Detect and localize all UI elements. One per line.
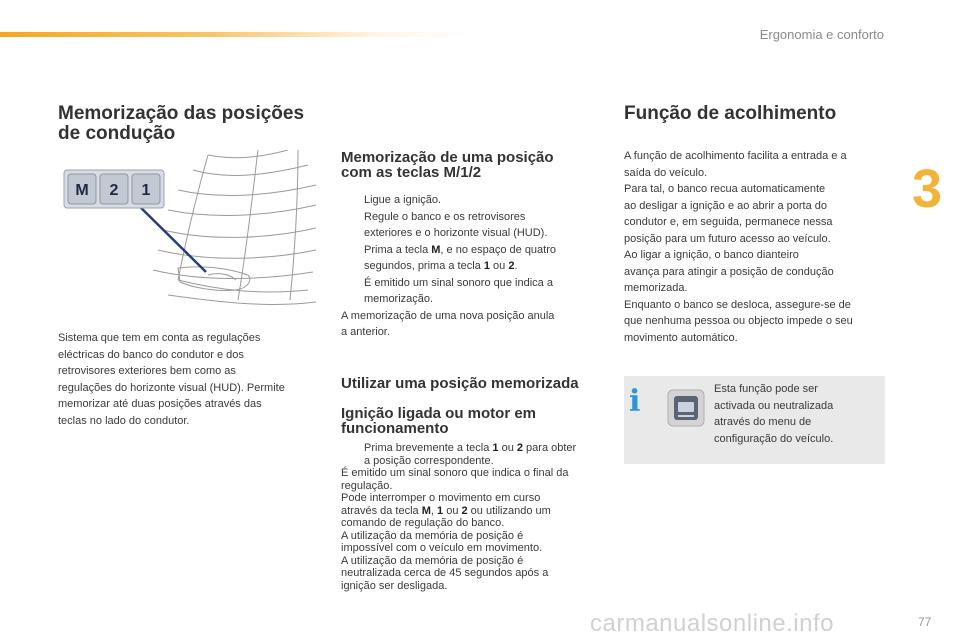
left-description-line: regulações do horizonte visual (HUD). Permite [58, 381, 285, 394]
use-text [341, 442, 611, 592]
use-paragraph-line: A utilização da memória de posição é [341, 529, 524, 542]
memorize-heading [341, 150, 554, 180]
welcome-line: Ao ligar a ignição, o banco dianteiro [624, 249, 799, 261]
memory-button-m: M [75, 182, 89, 199]
info-line: através do menu de [714, 416, 812, 428]
memorize-note: a anterior. [341, 326, 390, 338]
welcome-title-text: Função de acolhimento [624, 103, 837, 124]
section-label: Ergonomia e conforto [759, 27, 884, 42]
welcome-line: avança para atingir a posição de condução [624, 265, 834, 278]
memory-button-1: 1 [141, 182, 151, 199]
welcome-line: movimento automático. [624, 331, 738, 344]
watermark: carmanualsonline.info [590, 610, 834, 637]
left-description-line: Sistema que tem em conta as regulações [58, 332, 261, 344]
info-line: activada ou neutralizada [714, 399, 834, 412]
step-note: É emitido um sinal sonoro que indica a [364, 276, 553, 289]
use-heading-title: Utilizar uma posição memorizada [341, 375, 579, 392]
welcome-line: memorizada. [624, 282, 688, 294]
seat-memory-buttons-illustration [58, 150, 318, 315]
use-paragraph-line: Pode interromper o movimento em curso [341, 492, 541, 504]
use-subheading [341, 406, 536, 436]
step-text: Regule o banco e os retrovisores [364, 210, 526, 223]
page-number: 77 [918, 615, 932, 629]
chapter-number: 3 [911, 159, 942, 219]
use-paragraph-line: A utilização da memória de posição é [341, 554, 524, 567]
step-text: exteriores e o horizonte visual (HUD). [364, 227, 548, 239]
step-item [341, 209, 611, 242]
use-subheading-line1: Ignição ligada ou motor em [341, 405, 537, 422]
memorize-heading-line2: com as teclas M/1/2 [341, 164, 482, 181]
welcome-description [624, 148, 889, 346]
use-paragraph-line: impossível com o veículo em movimento. [341, 542, 543, 554]
info-line: configuração do veículo. [714, 432, 834, 445]
step-text: segundos, prima a tecla 1 ou 2. [364, 260, 518, 272]
use-paragraph-line: É emitido um sinal sonoro que indica o final da [341, 467, 569, 479]
step-note: memorização. [364, 293, 434, 305]
use-paragraph-line: ignição ser desligada. [341, 579, 448, 592]
use-paragraph-line: regulação. [341, 479, 393, 492]
welcome-line: saída do veículo. [624, 166, 708, 179]
left-description-line: teclas no lado do condutor. [58, 414, 190, 427]
step-text: Prima a tecla M, e no espaço de quatro [364, 243, 557, 256]
left-description [58, 330, 320, 429]
left-description-line: eléctricas do banco do condutor e dos [58, 348, 244, 361]
left-description-line: retrovisores exteriores bem como as [58, 365, 236, 377]
welcome-line: posição para um futuro acesso ao veículo. [624, 232, 831, 245]
steering-control-icon [666, 388, 706, 428]
use-heading [341, 376, 579, 391]
memorize-steps [341, 192, 611, 341]
welcome-line: condutor e, em seguida, permanece nessa [624, 216, 833, 228]
memorize-note: A memorização de uma nova posição anula [341, 309, 555, 322]
welcome-line: A função de acolhimento facilita a entrada e a [624, 150, 847, 162]
step-item [341, 192, 611, 209]
left-title-line1: Memorização das posições [58, 103, 305, 124]
welcome-line: que nenhuma pessoa ou objecto impede o seu [624, 315, 853, 327]
use-paragraph-line: através da tecla M, 1 ou 2 ou utilizando um [341, 504, 551, 517]
welcome-line: Para tal, o banco recua automaticamente [624, 183, 826, 195]
left-title-line2: de condução [58, 123, 176, 144]
use-subheading-line2: funcionamento [341, 420, 449, 437]
info-box [624, 376, 885, 464]
use-step-text: a posição correspondente. [364, 454, 494, 467]
use-paragraph-line: neutralizada cerca de 45 segundos após a [341, 567, 549, 579]
welcome-line: ao desligar a ignição e ao abrir a porta do [624, 199, 828, 212]
welcome-title [624, 104, 836, 124]
info-line: Esta função pode ser [714, 383, 818, 395]
use-step-item [341, 442, 611, 467]
memory-button-2: 2 [109, 182, 119, 199]
welcome-line: Enquanto o banco se desloca, assegure-se de [624, 298, 851, 311]
info-text [714, 381, 879, 447]
step-item [341, 242, 611, 308]
memorize-heading-line1: Memorização de uma posição [341, 149, 554, 166]
step-text: Ligue a ignição. [364, 194, 442, 206]
left-description-line: memorizar até duas posições através das [58, 398, 262, 410]
use-step-text: Prima brevemente a tecla 1 ou 2 para obter [364, 442, 577, 454]
left-title [58, 104, 304, 144]
header-accent-bar [0, 32, 470, 37]
use-paragraph-line: comando de regulação do banco. [341, 517, 505, 529]
info-icon: i [629, 384, 641, 419]
